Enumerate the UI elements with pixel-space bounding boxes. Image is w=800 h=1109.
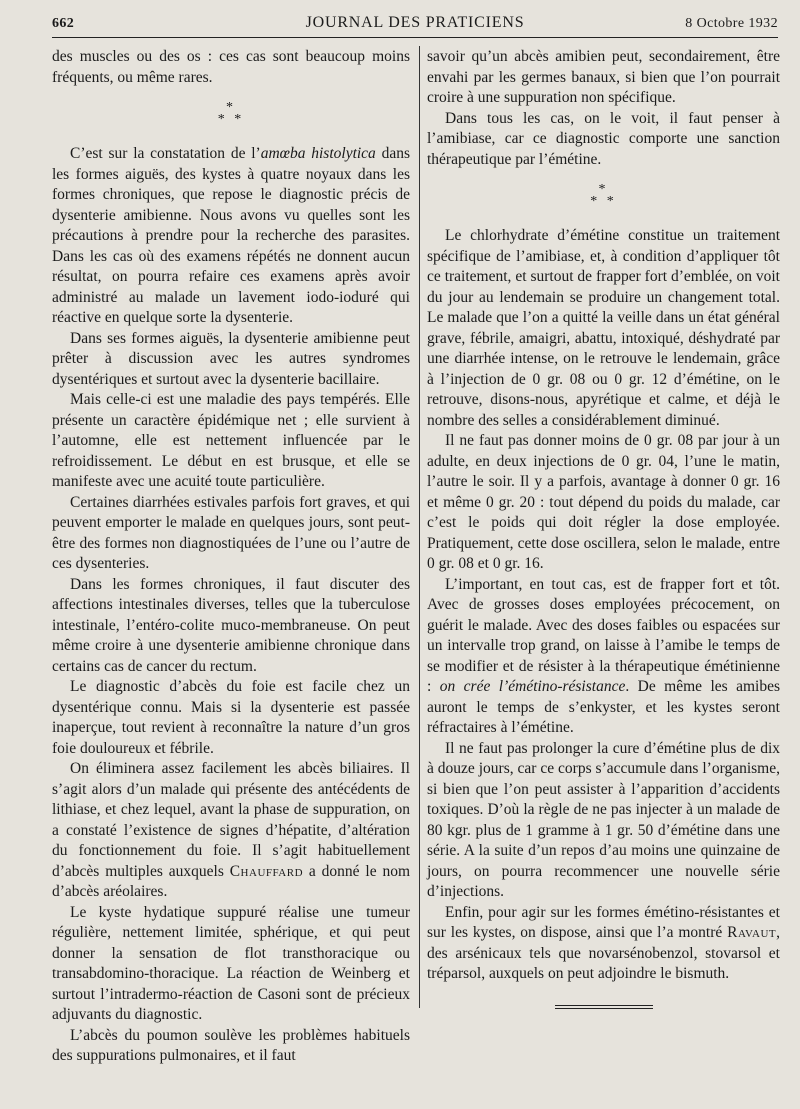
end-rule-line xyxy=(555,1005,653,1006)
issue-date: 8 Octobre 1932 xyxy=(685,16,778,31)
paragraph: Le kyste hydatique suppuré réalise une tumeur régulière, nettement limitée, sphérique, et qui peut donner la sensation de flot transthoracique ou transabdomino-thoracique. La réaction de Weinberg et surtout l’intradermo-réaction de Casoni sont de précieux adjuvants du diagnostic. xyxy=(52,903,410,1023)
paragraph: Il ne faut pas donner moins de 0 gr. 08 par jour à un adulte, en deux injections de 0 gr. 04, l’une le matin, l’autre le soir. Il y a parfois, avantage à donner 0 gr. 16 et même 0 gr. 20 : tout dépend du poids du malade, car c’est le poids qui doit régler la dose employée. Pratiquement, cette dose oscillera, selon le malade, entre 0 gr. 08 et 0 gr. 16. xyxy=(427,432,780,572)
text-run: L’important, en tout cas, est de frapper fort et tôt. Avec de grosses doses employées précocement, on guérit le malade. Avec des doses faibles ou espacées sur un intervalle trop grand, on laisse à l’amibe le temps de se modifier et de résister à la thérapeutique émétinienne : xyxy=(427,575,780,695)
paragraph: Le chlorhydrate d’émétine constitue un traitement spécifique de l’amibiase, et, à condition d’appliquer tôt ce traitement, et surtout de frapper fort d’emblée, on voit du jour au lendemain se produire un changement total. Le malade que l’on a quitté la veille dans un état général grave, fébrile, amaigri, abattu, intoxiqué, déshydraté par une diarrhée intense, on le retrouve le lendemain, grâce à l’injection de 0 gr. 08 ou 0 gr. 12 d’émétine, on le retrouve, disons-nous, apyrétique et calme, et déjà le nombre des selles a considérablement diminué. xyxy=(427,227,780,429)
paragraph: Le diagnostic d’abcès du foie est facile chez un dysentérique connu. Mais si la dysenterie est passée inaperçue, tout revient à reconnaître la nature d’un gros foie douloureux et fébrile. xyxy=(52,678,410,757)
italic-term: on crée l’émétino-résistance xyxy=(439,678,626,695)
text-run: C’est sur la constatation de l’ xyxy=(70,145,261,162)
asterism-top: * xyxy=(598,182,609,197)
text-run: a donné le nom d’abcès aréolaires. xyxy=(52,862,410,900)
paragraph: Il ne faut pas prolonger la cure d’émétine plus de dix à douze jours, car ce corps s’accumule dans l’organisme, si bien que l’on peut assister à l’apparition d’accidents toxiques. D’où la règle de ne pas injecter à un malade de 80 kgr. plus de 1 gramme à 1 gr. 50 d’émétine dans une série. A la suite d’un repos d’au moins une quinzaine de jours, on pourra recommencer une nouvelle série d’injections. xyxy=(427,739,780,900)
paragraph: des muscles ou des os : ces cas sont beaucoup moins fréquents, ou même rares. xyxy=(52,48,410,86)
asterism-top: * xyxy=(226,100,236,115)
italic-term: amœba histolytica xyxy=(260,145,376,162)
author-name: Chauffard xyxy=(229,862,304,880)
paragraph: Dans ses formes aiguës, la dysenterie amibienne peut prêter à discussion avec les autres syndromes dysentériques et surtout avec la dysenterie bacillaire. xyxy=(52,329,410,388)
header-rule xyxy=(52,37,778,38)
text-run: . De même les amibes auront le temps de s’enkyster, et les kystes seront réfractaires à l’émétine. xyxy=(427,678,780,736)
asterism-bottom: * * xyxy=(217,112,245,127)
paragraph: savoir qu’un abcès amibien peut, secondairement, être envahi par les germes banaux, si bien que l’on pourrait croire à une suppuration non spécifique. xyxy=(427,48,780,106)
right-column xyxy=(427,47,780,1011)
text-run: dans les formes aiguës, des kystes à quatre noyaux dans les formes chroniques, que repose le diagnostic précis de dysenterie amibienne. Nous avons vu quelles sont les précautions à prendre pour la recherche des parasites. Dans les cas où des examens répétés ne donnent aucun résultat, on pourra refaire ces examens après avoir administré au malade un lavement iodo-ioduré qui réactive en quelque sorte la dysenterie. xyxy=(52,145,410,326)
text-run: Enfin, pour agir sur les formes émétino-résistantes et sur les kystes, on dispose, ainsi que l’a montré xyxy=(427,903,780,941)
journal-title: JOURNAL DES PRATICIENS xyxy=(305,14,525,31)
end-of-article-rule xyxy=(555,1005,653,1009)
paragraph xyxy=(427,903,780,985)
paragraph xyxy=(52,144,410,329)
author-name: Ravaut xyxy=(727,924,777,941)
paragraph: Certaines diarrhées estivales parfois fort graves, et qui peuvent emporter le malade en quelques jours, sont peut-être des formes non diagnostiquées de l’une ou l’autre de ces dysenteries. xyxy=(52,493,410,572)
paragraph: Dans les formes chroniques, il faut discuter des affections intestinales diverses, telles que la tuberculose intestinale, l’entéro-colite muco-membraneuse. On peut même croire à une dysenterie amibienne chronique dans certains cas de cancer du rectum. xyxy=(52,575,410,675)
asterism-bottom: * * xyxy=(590,194,617,209)
paragraph: L’abcès du poumon soulève les problèmes habituels des suppurations pulmonaires, et il faut xyxy=(52,1026,410,1064)
paragraph: Mais celle-ci est une maladie des pays tempérés. Elle présente un caractère épidémique net ; elle survient à l’automne, elle est nettement influencée par le refroidissement. Le début en est brusque, et elle se manifeste avec une acuité toute particulière. xyxy=(52,391,410,490)
paragraph xyxy=(52,759,410,903)
asterism-separator xyxy=(427,184,780,208)
page-number: 662 xyxy=(52,16,75,31)
text-run: On éliminera assez facilement les abcès biliaires. Il s’agit alors d’un malade qui présente des antécédents de lithiase, et chez lequel, avant la phase de suppuration, on a constaté l’existence de signes d’hépatite, d’altération du fonctionnement du foie. Il s’agit habituellement d’abcès multiples auxquels xyxy=(52,760,410,880)
text-run: , des arsénicaux tels que novarsénobenzol, stovarsol et tréparsol, auxquels on peut adjoindre le bismuth. xyxy=(427,924,780,982)
column-divider xyxy=(419,46,420,1008)
left-column xyxy=(52,47,410,1067)
page-header xyxy=(52,14,778,36)
end-rule-line xyxy=(555,1008,653,1009)
asterism-separator xyxy=(52,102,410,126)
paragraph xyxy=(427,575,780,739)
paragraph: Dans tous les cas, on le voit, il faut penser à l’amibiase, car ce diagnostic comporte une sanction thérapeutique par l’émétine. xyxy=(427,109,780,168)
